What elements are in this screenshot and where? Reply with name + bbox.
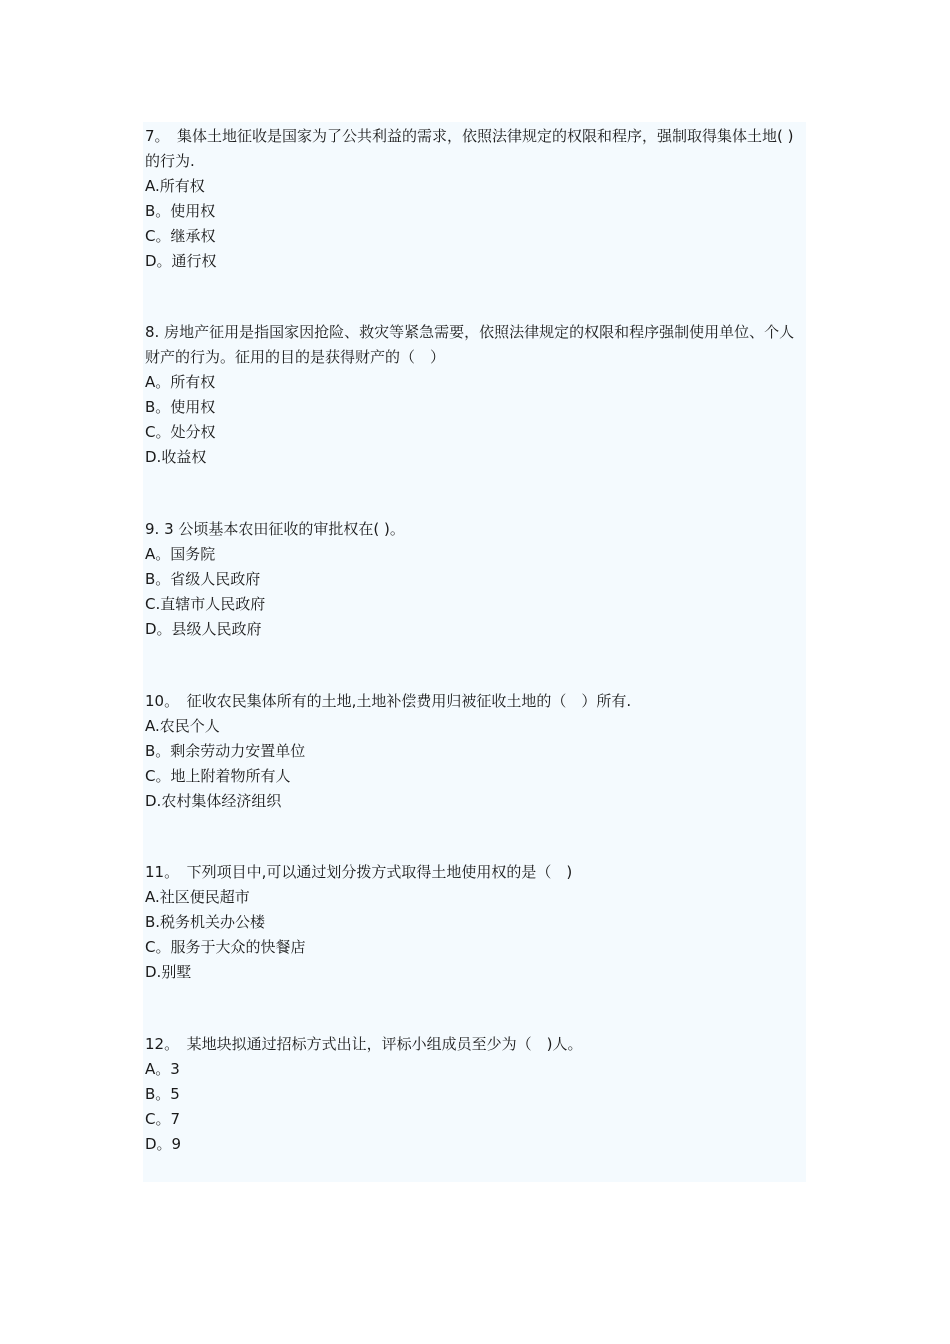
option-b: B.税务机关办公楼	[145, 913, 266, 931]
question-text: 10。 征收农民集体所有的土地,土地补偿费用归被征收土地的（ ）所有.	[145, 692, 632, 710]
question-11	[145, 860, 805, 985]
option-d: D。县级人民政府	[145, 620, 262, 638]
option-d: D.农村集体经济组织	[145, 792, 282, 810]
option-d: D.收益权	[145, 448, 207, 466]
option-a: A.农民个人	[145, 717, 220, 735]
option-b: B。省级人民政府	[145, 570, 261, 588]
option-a: A.社区便民超市	[145, 888, 250, 906]
option-b: B。5	[145, 1085, 180, 1103]
option-a: A。3	[145, 1060, 180, 1078]
question-9	[145, 517, 805, 642]
option-c: C。处分权	[145, 423, 216, 441]
question-7	[145, 124, 805, 274]
option-a: A。国务院	[145, 545, 216, 563]
question-text: 9. 3 公顷基本农田征收的审批权在( )。	[145, 520, 405, 538]
option-b: B。使用权	[145, 398, 216, 416]
document-panel	[143, 122, 806, 1182]
option-c: C。地上附着物所有人	[145, 767, 291, 785]
question-text: 12。 某地块拟通过招标方式出让，评标小组成员至少为（ )人。	[145, 1035, 583, 1053]
option-a: A.所有权	[145, 177, 205, 195]
option-c: C。7	[145, 1110, 181, 1128]
option-d: D。9	[145, 1135, 182, 1153]
option-c: C。继承权	[145, 227, 216, 245]
option-b: B。使用权	[145, 202, 216, 220]
option-c: C.直辖市人民政府	[145, 595, 266, 613]
question-text: 8. 房地产征用是指国家因抢险、救灾等紧急需要，依照法律规定的权限和程序强制使用单位、个人财产的行为。征用的目的是获得财产的（ ）	[145, 323, 795, 366]
option-d: D.别墅	[145, 963, 192, 981]
option-d: D。通行权	[145, 252, 217, 270]
question-text: 11。 下列项目中,可以通过划分拨方式取得土地使用权的是（ )	[145, 863, 573, 881]
option-a: A。所有权	[145, 373, 216, 391]
question-text: 7。 集体土地征收是国家为了公共利益的需求，依照法律规定的权限和程序，强制取得集体土地( )的行为.	[145, 127, 794, 170]
option-c: C。服务于大众的快餐店	[145, 938, 306, 956]
question-8	[145, 320, 805, 470]
question-12	[145, 1032, 805, 1157]
question-10	[145, 689, 805, 814]
option-b: B。剩余劳动力安置单位	[145, 742, 306, 760]
